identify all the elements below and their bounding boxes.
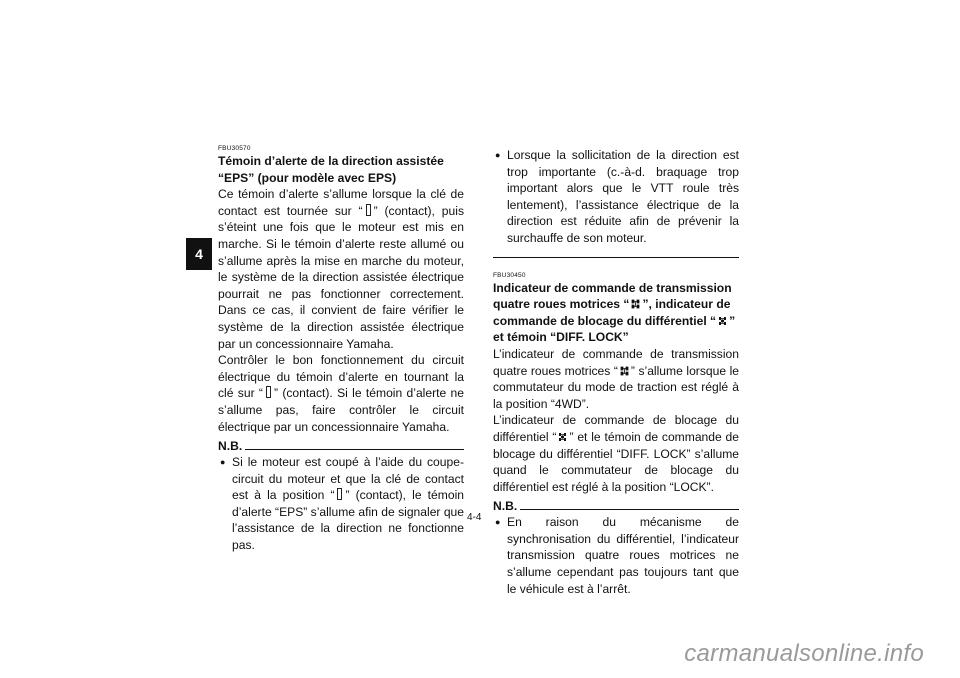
4wd-icon xyxy=(631,299,640,309)
note-header xyxy=(493,498,739,514)
text-run: ” (contact), puis s’éteint une fois que le moteur est mis en marche. Si le témoin d’alerte reste allumé ou s’allume après la mise en marche du moteur, le système de la direction assistée électrique pourrait ne pas fonctionner correctement. Dans ce cas, il convient de faire vérifier le système de la direction assistée électrique par un concessionnaire Yamaha. xyxy=(218,203,464,351)
note-label: N.B. xyxy=(218,439,243,454)
note-text: Lorsque la sollicitation de la direction est trop importante (c.-à-d. braquage trop important alors que le VTT roule très lentement), l’assistance électrique de la direction est réduite afin de prévenir la surchauffe de son moteur. xyxy=(507,148,739,245)
left-column xyxy=(218,145,464,554)
note-bullet xyxy=(218,454,464,554)
key-on-icon xyxy=(337,488,342,500)
note-header xyxy=(218,438,464,454)
text-run: ” et le témoin de commande de blocage du différentiel “DIFF. LOCK” s’allume quand le commutateur de blocage du différentiel est réglé à la position “LOCK”. xyxy=(493,429,740,494)
note-bullet-continued xyxy=(493,147,739,247)
paragraph-eps-1 xyxy=(218,186,464,352)
text-run: ” (contact), le témoin d’alerte “EPS” s’allume afin de signaler que l’assistance de la direction ne fonctionne pas. xyxy=(232,488,464,553)
chapter-tab-label: 4 xyxy=(195,246,203,262)
key-on-icon xyxy=(266,386,271,398)
chapter-tab xyxy=(186,238,212,270)
text-run: Indicateur de commande de transmission quatre roues motrices “ xyxy=(493,280,732,312)
note-text xyxy=(232,454,464,554)
paragraph-4wd-1 xyxy=(493,346,739,412)
bullet-icon: ● xyxy=(220,457,226,468)
note-end-rule xyxy=(493,257,739,258)
text-run: L’indicateur de commande de transmission quatre roues motrices “ xyxy=(493,346,739,378)
4wd-icon xyxy=(620,366,629,376)
page-number: 4-4 xyxy=(467,512,482,523)
text-run: Si le moteur est coupé à l’aide du coupe-circuit du moteur et que la clé de contact est à la position “ xyxy=(232,455,464,503)
section-code: FBU30570 xyxy=(218,145,251,152)
note-rule xyxy=(245,449,464,450)
text-run: ” s’allume lorsque le commutateur du mode de traction est réglé à la position “4WD”. xyxy=(493,363,739,411)
text-run: Contrôler le bon fonctionnement du circuit électrique du témoin d’alerte en tournant la clé sur “ xyxy=(218,353,464,401)
key-on-icon xyxy=(366,204,371,216)
right-column xyxy=(493,147,739,597)
text-run: ”, indicateur de commande de blocage du différentiel “ xyxy=(493,297,731,328)
section-code: FBU30450 xyxy=(493,271,526,279)
text-run: L’indicateur de commande de blocage du différentiel “ xyxy=(493,413,739,444)
note-text: En raison du mécanisme de synchronisation du différentiel, l’indicateur transmission quatre roues motrices ne s’allume cependant pas toujours tant que le véhicule est à l’arrêt. xyxy=(507,515,739,596)
diff-lock-icon xyxy=(558,432,567,442)
note-bullet xyxy=(493,514,739,597)
paragraph-eps-2 xyxy=(218,352,464,435)
note-label: N.B. xyxy=(493,499,518,514)
text-run: ” et témoin “DIFF. LOCK” xyxy=(493,313,736,345)
paragraph-4wd-2 xyxy=(493,412,739,495)
text-run: Ce témoin d’alerte s’allume lorsque la clé de contact est tournée sur “ xyxy=(218,187,464,218)
bullet-icon: ● xyxy=(495,517,501,528)
section-heading-eps: Témoin d’alerte de la direction assistée “EPS” (pour modèle avec EPS) xyxy=(218,154,444,185)
text-run: ” (contact). Si le témoin d’alerte ne s’allume pas, faire contrôler le circuit électrique par un concessionnaire Yamaha. xyxy=(218,386,464,434)
section-heading-4wd xyxy=(493,280,739,346)
note-rule xyxy=(520,509,739,510)
watermark: carmanualsonline.info xyxy=(684,640,924,667)
diff-lock-icon xyxy=(718,316,727,326)
bullet-icon: ● xyxy=(495,150,501,160)
